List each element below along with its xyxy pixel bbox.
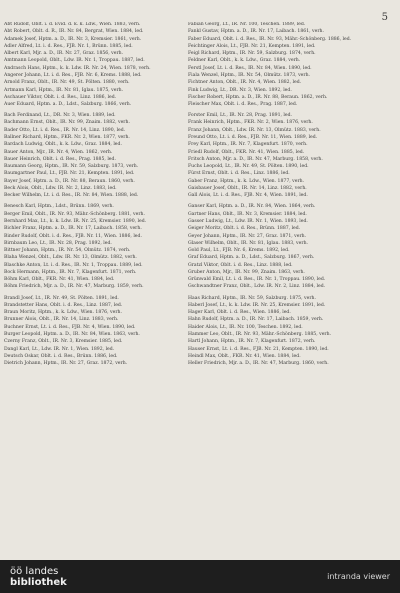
directory-entry: Geyer Johann, Hptm., IR. Nr. 27, Graz. 1871, verh. xyxy=(188,233,307,239)
directory-entry: Baumann Georg, Hptm., IR. Nr. 59, Salzburg. 1873, verh. xyxy=(4,164,139,170)
directory-entry: Adler Alfred, Lt. i. d. Res., FJB. Nr. 1, Brünn. 1885, led. xyxy=(4,43,133,49)
directory-entry: Bernhard Max, Lt., k. k. Ldw. IR. Nr. 25, Kremsier. 1890, led. xyxy=(4,218,147,224)
directory-entry: Braun Moritz, Hptm., k. k. Ldw., Wien. 1876, verh. xyxy=(4,310,122,316)
directory-entry: Arnold Franz, Oblt., IR. Nr. 49, St. Pölten. 1880, verh. xyxy=(4,80,130,86)
directory-entry: Adamek Josef, Hptm. a. D., IR. Nr. 3, Kremsier. 1861, verh. xyxy=(4,36,142,42)
directory-entry: Fankl Gustav, Hptm. a. D., IR. Nr. 17, Laibach. 1861, verh. xyxy=(188,29,324,35)
directory-entry: Frank Heinrich, Hptm., FKR. Nr. 2, Wien. 1876, verh. xyxy=(188,120,313,126)
directory-entry: Franz Johann, Oblt., Ldw. IR. Nr. 13, Olmütz. 1883, verh. xyxy=(188,127,321,133)
directory-entry: Hager Karl, Oblt. i. d. Res., Wien. 1886, led. xyxy=(188,310,291,316)
directory-entry: Gasser Ludwig, Lt., Ldw. IR. Nr. 1, Wien. 1893, led. xyxy=(188,218,308,224)
directory-entry: Gartner Hans, Oblt., IR. Nr. 3, Kremsier. 1884, led. xyxy=(188,211,307,217)
viewer-label: intranda viewer xyxy=(327,572,390,581)
directory-entry: Fiala Wenzel, Hptm., IR. Nr. 54, Olmütz. 1873, verh. xyxy=(188,72,311,78)
directory-entry: Glaser Wilhelm, Oblt., IR. Nr. 81, Iglau. 1883, verh. xyxy=(188,240,308,246)
directory-entry: Friedl Rudolf, Oblt., FKR. Nr. 41, Wien. 1885, led. xyxy=(188,149,305,155)
directory-entry: Fischer Robert, Hptm. a. D., IR. Nr. 88, Beraun. 1862, verh. xyxy=(188,94,328,100)
directory-entry: Auer Eduard, Hptm. a. D., Ldst., Salzburg. 1866, verh. xyxy=(4,102,132,108)
directory-entry: Haberl Josef, Lt., k. k. Ldw. IR. Nr. 25, Kremsier. 1891, led. xyxy=(188,302,326,308)
directory-entry: Blaha Wenzel, Oblt., Ldw. IR. Nr. 13, Olmütz. 1882, verh. xyxy=(4,255,137,261)
directory-entry: Fleischer Max, Oblt. i. d. Res., Prag. 1887, led. xyxy=(188,102,298,108)
directory-entry: Hartl Johann, Hptm., IR. Nr. 7, Klagenfurt. 1872, verh. xyxy=(188,339,316,345)
directory-entry: Benesch Karl, Hptm., Ldst., Brünn. 1869, verh. xyxy=(4,204,114,210)
directory-entry: Feichtinger Alois, Lt., FJB. Nr. 21, Kempten. 1891, led. xyxy=(188,43,316,49)
directory-entry: Abt Rudolf, Oblt. i. d. Evid. d. k. k. Ldw., Wien. 1883, verh. xyxy=(4,22,141,27)
directory-entry: Hahn Rudolf, Hptm. a. D., IR. Nr. 17, Laibach. 1859, verh. xyxy=(188,317,324,323)
directory-entry: Brandl Josef, Lt., IR. Nr. 49, St. Pölten. 1891, led. xyxy=(4,295,119,301)
directory-entry: Gold Paul, Lt., FJB. Nr. 6, Krems. 1892, led. xyxy=(188,248,290,254)
directory-entry: Brunner Alois, Oblt., IR. Nr. 14, Linz. 1883, verh. xyxy=(4,317,119,323)
directory-entry: Grünwald Emil, Lt. i. d. Res., IR. Nr. 1, Troppau. 1890, led. xyxy=(188,277,326,283)
directory-entry: Blaschke Anton, Lt. i. d. Res., IR. Nr. 1, Troppau. 1889, led. xyxy=(4,262,143,268)
page-number: 5 xyxy=(381,12,388,23)
directory-entry: Abt Robert, Oblt. d. R., IR. Nr. 84, Bergrat, Wien. 1884, led. xyxy=(4,29,144,35)
directory-entry: Bichler Franz, Hptm. a. D., IR. Nr. 17, Laibach. 1858, verh. xyxy=(4,226,142,232)
directory-entry: Birnbaum Leo, Lt., IR. Nr. 28, Prag. 1892, led. xyxy=(4,240,112,246)
directory-entry: Fink Ludwig, Lt., DR. Nr. 3, Wien. 1892, led. xyxy=(188,87,292,93)
directory-entry: Buchner Ernst, Lt. i. d. Res., FJB. Nr. 4, Wien. 1890, led. xyxy=(4,324,136,330)
directory-entry: Bachmann Ernst, Oblt., IR. Nr. 99, Znaim. 1882, verh. xyxy=(4,120,130,126)
directory-entry: Dangl Karl, Lt., Ldw. IR. Nr. 1, Wien. 1892, led. xyxy=(4,346,115,352)
directory-entry: Albert Karl, Mjr. a. D., IR. Nr. 27, Graz. 1856, verh. xyxy=(4,51,124,57)
directory-entry: Böhm Friedrich, Mjr. a. D., IR. Nr. 47, Marburg. 1859, verh. xyxy=(4,284,144,290)
directory-entry: Beck Alois, Oblt., Ldw. IR. Nr. 2, Linz. 1883, led. xyxy=(4,186,117,191)
left-column xyxy=(4,22,184,552)
directory-entry: Berger Emil, Oblt., IR. Nr. 93, Mähr.-Schönberg. 1881, verh. xyxy=(4,211,145,217)
directory-entry: Ferstl Josef, Lt. i. d. Res., IR. Nr. 84, Wien. 1890, led. xyxy=(188,65,312,71)
directory-entry: Bauer Anton, Mjr., IR. Nr. 4, Wien. 1862, verh. xyxy=(4,149,113,155)
directory-entry: Andrasch Hans, Hptm., k. k. Ldw. IR. Nr. 24, Wien. 1878, verh. xyxy=(4,65,151,71)
directory-entry: Böhm Karl, Oblt., FKR. Nr. 41, Wien. 1884, led. xyxy=(4,277,115,283)
directory-entry: Graf Eduard, Hptm. a. D., Ldst., Salzburg. 1867, verh. xyxy=(188,255,315,261)
directory-entry: Czerny Franz, Oblt., IR. Nr. 3, Kremsier. 1885, led. xyxy=(4,339,123,345)
directory-entry: Forster Emil, Lt., IR. Nr. 28, Prag. 1891, led. xyxy=(188,113,292,119)
directory-entry: Bayer Josef, Hptm. a. D., IR. Nr. 88, Beraun. 1860, verh. xyxy=(4,178,135,184)
directory-entry: Bittner Johann, Hptm., IR. Nr. 54, Olmütz. 1874, verh. xyxy=(4,248,131,254)
directory-entry: Fuchs Leopold, Lt., IR. Nr. 49, St. Pölten. 1890, led. xyxy=(188,164,309,170)
logo-line-2: bibliothek xyxy=(10,576,67,588)
directory-entry: Aschauer Viktor, Oblt. i. d. Res., Linz. 1886, led. xyxy=(4,94,117,100)
library-logo[interactable] xyxy=(10,566,67,588)
directory-entry: Burger Leopold, Hptm. a. D., IR. Nr. 84, Wien. 1863, verh. xyxy=(4,331,140,337)
directory-entry: Fritsch Anton, Mjr. a. D., IR. Nr. 47, Marburg. 1858, verh. xyxy=(188,156,323,162)
directory-entry: Ganser Karl, Hptm. a. D., IR. Nr. 84, Wien. 1864, verh. xyxy=(188,204,316,210)
directory-entry: Becker Wilhelm, Lt. i. d. Res., IR. Nr. 84, Wien. 1888, led. xyxy=(4,193,139,199)
directory-entry: Gruber Anton, Mjr., IR. Nr. 99, Znaim. 1863, verh. xyxy=(188,269,305,275)
directory-entry: Deutsch Oskar, Oblt. i. d. Res., Brünn. 1886, led. xyxy=(4,353,118,359)
directory-entry: Artmann Karl, Hptm., IR. Nr. 81, Iglau. 1875, verh. xyxy=(4,87,124,93)
directory-entry: Freund Otto, Lt. i. d. Res., FJB. Nr. 11, Wien. 1889, led. xyxy=(188,135,318,141)
directory-entry: Frey Karl, Hptm., IR. Nr. 7, Klagenfurt. 1870, verh. xyxy=(188,142,308,148)
directory-entry: Hammer Leo, Oblt., IR. Nr. 93, Mähr.-Schönberg. 1885, verh. xyxy=(188,331,332,337)
directory-entry: Angerer Johann, Lt. i. d. Res., FJB. Nr. 6, Krems. 1888, led. xyxy=(4,72,142,78)
directory-entry: Gaber Franz, Hptm., k. k. Ldw., Wien. 1877, verh. xyxy=(188,178,305,184)
directory-entry: Gratzl Viktor, Oblt. i. d. Res., Linz. 1888, led. xyxy=(188,262,293,268)
directory-entry: Faber Eduard, Oblt. i. d. Res., IR. Nr. 93, Mähr.-Schönberg. 1886, led. xyxy=(188,36,352,42)
directory-entry: Hauser Ernst, Lt. i. d. Res., FJB. Nr. 21, Kempten. 1890, led. xyxy=(188,346,329,352)
directory-entry: Geiger Moritz, Oblt. i. d. Res., Brünn. 1887, led. xyxy=(188,226,301,232)
directory-entry: Bock Hermann, Hptm., IR. Nr. 7, Klagenfurt. 1871, verh. xyxy=(4,269,137,275)
directory-entry: Bardach Ludwig, Oblt., k. k. Ldw., Graz. 1884, led. xyxy=(4,142,122,148)
directory-entry: Baumgartner Paul, Lt., FJB. Nr. 21, Kempten. 1891, led. xyxy=(4,171,135,177)
directory-entry: Brandstetter Hans, Oblt. i. d. Res., Linz. 1887, led. xyxy=(4,302,123,308)
directory-entry: Gaisbauer Josef, Oblt., IR. Nr. 14, Linz. 1882, verh. xyxy=(188,186,307,191)
directory-entry: Fichtner Anton, Oblt., IR. Nr. 4, Wien. 1882, led. xyxy=(188,80,302,86)
directory-entry: Fabian Georg, Lt., IR. Nr. 100, Teschen. 1889, led. xyxy=(188,22,306,27)
directory-entry: Dietrich Johann, Hptm., IR. Nr. 27, Graz. 1872, verh. xyxy=(4,361,128,367)
directory-entry: Gall Alois, Lt. i. d. Res., FJB. Nr. 4, Wien. 1891, led. xyxy=(188,193,308,199)
directory-entry: Bach Ferdinand, Lt., DR. Nr. 3, Wien. 1889, led. xyxy=(4,113,116,119)
right-column xyxy=(188,22,368,552)
directory-entry: Haider Alois, Lt., IR. Nr. 100, Teschen. 1892, led. xyxy=(188,324,303,330)
directory-entry: Heller Friedrich, Mjr. a. D., IR. Nr. 47, Marburg. 1860, verh. xyxy=(188,361,329,367)
directory-entry: Ballner Richard, Hptm., FKR. Nr. 2, Wien. 1877, verh. xyxy=(4,135,130,141)
directory-entry: Heindl Max, Oblt., FKR. Nr. 41, Wien. 1884, led. xyxy=(188,353,301,359)
directory-entry: Feigl Richard, Hptm., IR. Nr. 59, Salzburg. 1874, verh. xyxy=(188,51,316,57)
logo-line-1: öö landes xyxy=(10,565,59,577)
viewer-footer xyxy=(0,560,400,593)
directory-entry: Amtmann Leopold, Oblt., Ldw. IR. Nr. 1, Troppau. 1887, led. xyxy=(4,58,145,64)
directory-entry: Fürst Ernst, Oblt. i. d. Res., Linz. 1886, led. xyxy=(188,171,290,177)
directory-entry: Feldner Karl, Oblt., k. k. Ldw., Graz. 1884, verh. xyxy=(188,58,301,64)
directory-entry: Bader Otto, Lt. i. d. Res., IR. Nr. 14, Linz. 1890, led. xyxy=(4,127,126,133)
directory-entry: Bauer Heinrich, Oblt. i. d. Res., Prag. 1885, led. xyxy=(4,156,116,162)
directory-entry: Gschwandtner Franz, Oblt., Ldw. IR. Nr. 2, Linz. 1884, led. xyxy=(188,284,326,290)
directory-entry: Haas Richard, Hptm., IR. Nr. 59, Salzburg. 1875, verh. xyxy=(188,295,316,301)
directory-entry: Binder Rudolf, Oblt. i. d. Res., FJB. Nr. 11, Wien. 1886, led. xyxy=(4,233,142,239)
